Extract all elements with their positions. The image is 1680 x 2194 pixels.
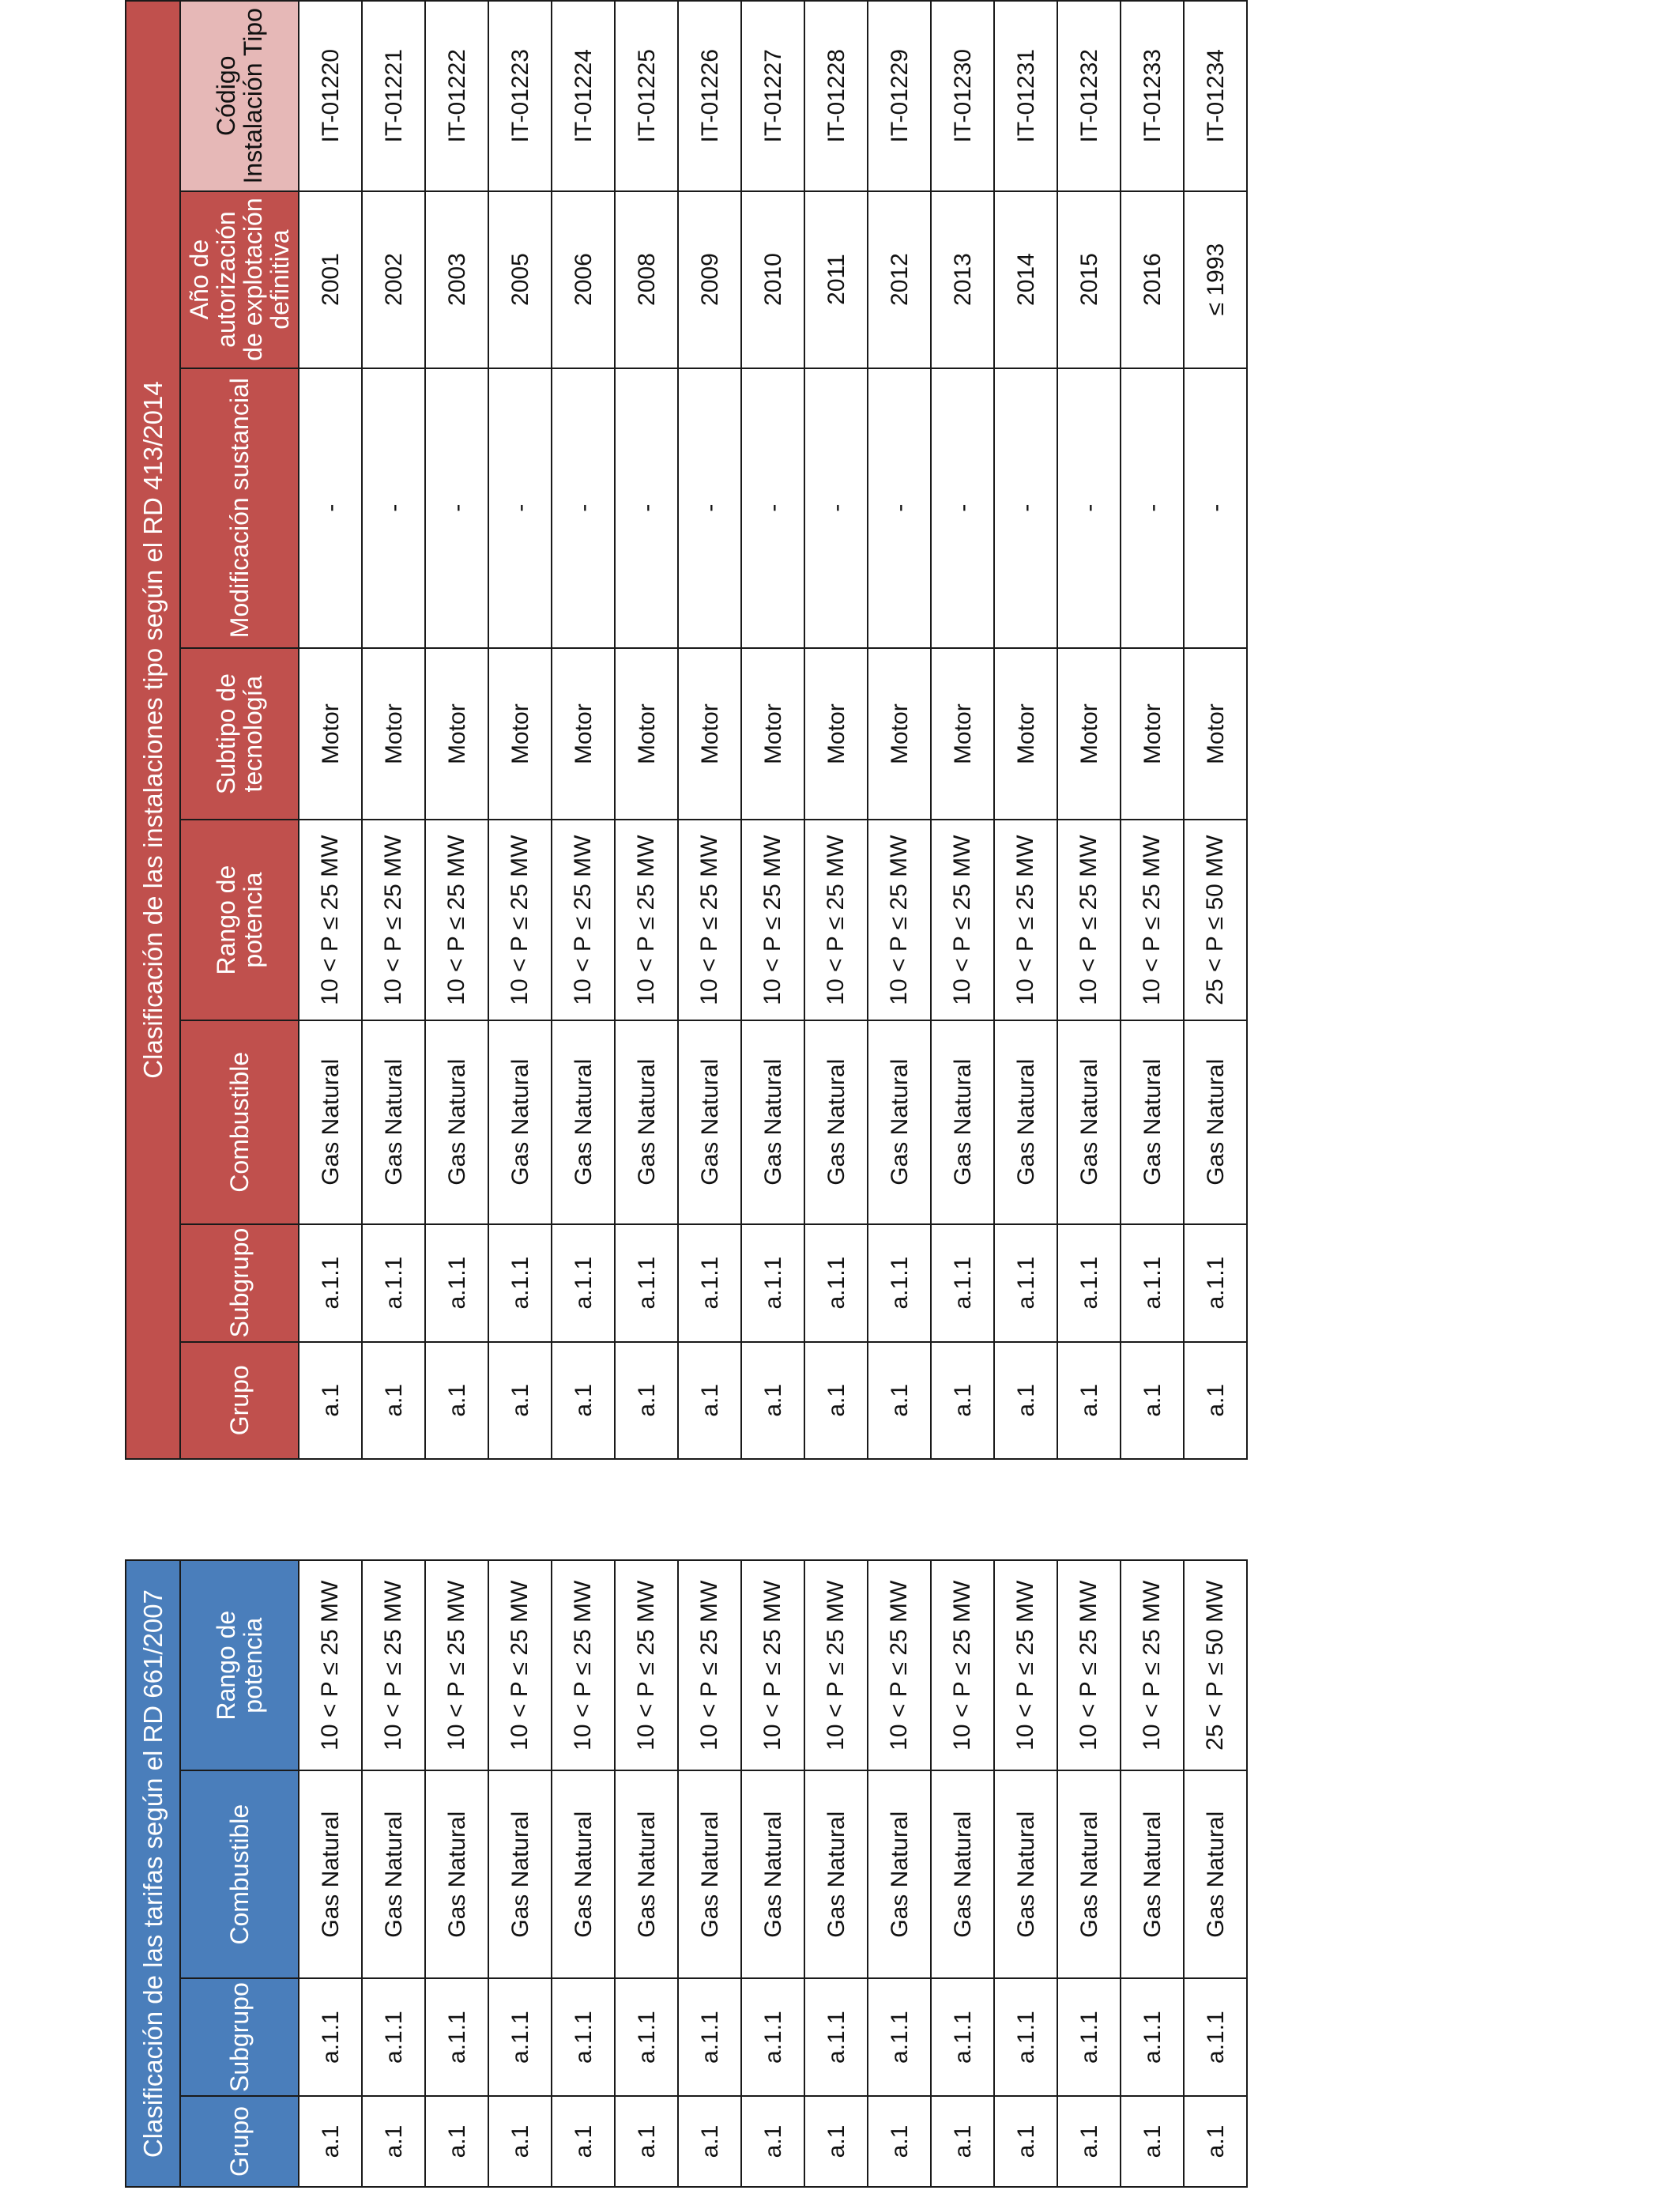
cell-combustible: Gas Natural [994, 1020, 1057, 1224]
cell-grupo: a.1 [615, 2096, 678, 2187]
cell-rango-potencia: 10 < P ≤ 25 MW [615, 1560, 678, 1770]
cell-subgrupo: a.1.1 [1184, 1224, 1247, 1342]
cell-codigo-instalacion: IT-01227 [741, 1, 804, 191]
cell-combustible: Gas Natural [425, 1020, 488, 1224]
cell-ano-autorizacion: 2006 [552, 191, 615, 368]
cell-combustible: Gas Natural [362, 1020, 425, 1224]
cell-subgrupo: a.1.1 [362, 1224, 425, 1342]
cell-modificacion-sustancial: - [868, 368, 931, 648]
cell-grupo: a.1 [678, 2096, 741, 2187]
cell-rango-potencia: 10 < P ≤ 25 MW [804, 1560, 868, 1770]
cell-modificacion-sustancial: - [362, 368, 425, 648]
cell-subtipo-tecnologia: Motor [425, 648, 488, 820]
cell-grupo: a.1 [425, 1342, 488, 1459]
header-grupo: Grupo [180, 1342, 299, 1459]
cell-ano-autorizacion: 2016 [1121, 191, 1184, 368]
cell-subgrupo: a.1.1 [741, 1978, 804, 2096]
cell-grupo: a.1 [741, 1342, 804, 1459]
cell-subgrupo: a.1.1 [678, 1978, 741, 2096]
cell-codigo-instalacion: IT-01221 [362, 1, 425, 191]
cell-codigo-instalacion: IT-01226 [678, 1, 741, 191]
cell-ano-autorizacion: 2013 [931, 191, 994, 368]
table-row [1184, 1, 1247, 1459]
cell-subtipo-tecnologia: Motor [615, 648, 678, 820]
cell-subtipo-tecnologia: Motor [994, 648, 1057, 820]
cell-grupo: a.1 [1057, 2096, 1121, 2187]
cell-subgrupo: a.1.1 [931, 1224, 994, 1342]
header-grupo: Grupo [180, 2096, 299, 2187]
cell-subgrupo: a.1.1 [488, 1224, 552, 1342]
cell-combustible: Gas Natural [552, 1020, 615, 1224]
cell-rango-potencia: 10 < P ≤ 25 MW [1057, 1560, 1121, 1770]
cell-combustible: Gas Natural [931, 1020, 994, 1224]
table-row [868, 1560, 931, 2187]
cell-codigo-instalacion: IT-01225 [615, 1, 678, 191]
cell-codigo-instalacion: IT-01231 [994, 1, 1057, 191]
cell-rango-potencia: 10 < P ≤ 25 MW [868, 1560, 931, 1770]
cell-modificacion-sustancial: - [1184, 368, 1247, 648]
header-rango-potencia: Rango de potencia [180, 1560, 299, 1770]
cell-rango-potencia: 10 < P ≤ 25 MW [741, 1560, 804, 1770]
table-row [741, 1, 804, 1459]
cell-rango-potencia: 10 < P ≤ 25 MW [1121, 820, 1184, 1020]
cell-modificacion-sustancial: - [488, 368, 552, 648]
cell-combustible: Gas Natural [488, 1020, 552, 1224]
table-row [994, 1, 1057, 1459]
cell-grupo: a.1 [994, 1342, 1057, 1459]
section-title-rd-413: Clasificación de las instalaciones tipo según el RD 413/2014 [126, 1, 180, 1459]
cell-modificacion-sustancial: - [994, 368, 1057, 648]
table-row [362, 1, 425, 1459]
cell-rango-potencia: 25 < P ≤ 50 MW [1184, 820, 1247, 1020]
cell-combustible: Gas Natural [1184, 1020, 1247, 1224]
cell-ano-autorizacion: 2001 [299, 191, 362, 368]
cell-subtipo-tecnologia: Motor [931, 648, 994, 820]
cell-ano-autorizacion: 2010 [741, 191, 804, 368]
table-row [1121, 1, 1184, 1459]
cell-grupo: a.1 [931, 2096, 994, 2187]
cell-rango-potencia: 10 < P ≤ 25 MW [362, 820, 425, 1020]
cell-rango-potencia: 10 < P ≤ 25 MW [299, 1560, 362, 1770]
cell-grupo: a.1 [1057, 1342, 1121, 1459]
cell-rango-potencia: 10 < P ≤ 25 MW [488, 820, 552, 1020]
cell-grupo: a.1 [425, 2096, 488, 2187]
cell-grupo: a.1 [299, 1342, 362, 1459]
cell-codigo-instalacion: IT-01220 [299, 1, 362, 191]
cell-combustible: Gas Natural [615, 1020, 678, 1224]
cell-subgrupo: a.1.1 [994, 1224, 1057, 1342]
cell-combustible: Gas Natural [1057, 1770, 1121, 1978]
cell-grupo: a.1 [931, 1342, 994, 1459]
header-combustible: Combustible [180, 1020, 299, 1224]
cell-subtipo-tecnologia: Motor [1121, 648, 1184, 820]
cell-rango-potencia: 10 < P ≤ 25 MW [488, 1560, 552, 1770]
table-row [552, 1, 615, 1459]
cell-subgrupo: a.1.1 [1121, 1978, 1184, 2096]
table-row [425, 1, 488, 1459]
cell-combustible: Gas Natural [741, 1020, 804, 1224]
cell-combustible: Gas Natural [552, 1770, 615, 1978]
header-rango-potencia: Rango de potencia [180, 820, 299, 1020]
cell-ano-autorizacion: 2012 [868, 191, 931, 368]
table-row [552, 1560, 615, 2187]
cell-combustible: Gas Natural [1184, 1770, 1247, 1978]
cell-grupo: a.1 [1121, 2096, 1184, 2187]
cell-subgrupo: a.1.1 [1121, 1224, 1184, 1342]
cell-subgrupo: a.1.1 [804, 1224, 868, 1342]
cell-subtipo-tecnologia: Motor [488, 648, 552, 820]
cell-rango-potencia: 10 < P ≤ 25 MW [362, 1560, 425, 1770]
cell-ano-autorizacion: 2015 [1057, 191, 1121, 368]
table-row [741, 1560, 804, 2187]
cell-modificacion-sustancial: - [741, 368, 804, 648]
cell-grupo: a.1 [1184, 2096, 1247, 2187]
header-codigo-instalacion-tipo: Código Instalación Tipo [180, 1, 299, 191]
cell-subtipo-tecnologia: Motor [804, 648, 868, 820]
cell-modificacion-sustancial: - [552, 368, 615, 648]
cell-rango-potencia: 10 < P ≤ 25 MW [931, 1560, 994, 1770]
cell-grupo: a.1 [741, 2096, 804, 2187]
cell-combustible: Gas Natural [868, 1770, 931, 1978]
table-row [804, 1, 868, 1459]
table-row [299, 1560, 362, 2187]
table-row [678, 1, 741, 1459]
cell-subtipo-tecnologia: Motor [1057, 648, 1121, 820]
table-row [1057, 1560, 1121, 2187]
table-row [299, 1, 362, 1459]
table-row [678, 1560, 741, 2187]
cell-subgrupo: a.1.1 [488, 1978, 552, 2096]
cell-rango-potencia: 10 < P ≤ 25 MW [552, 1560, 615, 1770]
cell-codigo-instalacion: IT-01232 [1057, 1, 1121, 191]
cell-codigo-instalacion: IT-01224 [552, 1, 615, 191]
cell-ano-autorizacion: 2005 [488, 191, 552, 368]
cell-rango-potencia: 10 < P ≤ 25 MW [615, 820, 678, 1020]
cell-modificacion-sustancial: - [425, 368, 488, 648]
cell-subgrupo: a.1.1 [741, 1224, 804, 1342]
cell-combustible: Gas Natural [299, 1020, 362, 1224]
cell-subtipo-tecnologia: Motor [299, 648, 362, 820]
cell-subgrupo: a.1.1 [678, 1224, 741, 1342]
cell-rango-potencia: 10 < P ≤ 25 MW [425, 1560, 488, 1770]
cell-combustible: Gas Natural [615, 1770, 678, 1978]
table-row [1184, 1560, 1247, 2187]
cell-rango-potencia: 10 < P ≤ 25 MW [741, 820, 804, 1020]
cell-ano-autorizacion: 2014 [994, 191, 1057, 368]
cell-grupo: a.1 [804, 2096, 868, 2187]
cell-codigo-instalacion: IT-01222 [425, 1, 488, 191]
cell-combustible: Gas Natural [741, 1770, 804, 1978]
header-subtipo-tecnologia: Subtipo de tecnología [180, 648, 299, 820]
header-subgrupo: Subgrupo [180, 1224, 299, 1342]
cell-grupo: a.1 [1121, 1342, 1184, 1459]
cell-combustible: Gas Natural [299, 1770, 362, 1978]
cell-rango-potencia: 10 < P ≤ 25 MW [552, 820, 615, 1020]
cell-subtipo-tecnologia: Motor [552, 648, 615, 820]
cell-subgrupo: a.1.1 [299, 1224, 362, 1342]
cell-grupo: a.1 [552, 1342, 615, 1459]
cell-ano-autorizacion: 2002 [362, 191, 425, 368]
table-row [488, 1, 552, 1459]
cell-grupo: a.1 [1184, 1342, 1247, 1459]
table-rd-661-2007 [125, 1559, 1248, 2188]
cell-subgrupo: a.1.1 [868, 1224, 931, 1342]
cell-subtipo-tecnologia: Motor [868, 648, 931, 820]
cell-codigo-instalacion: IT-01228 [804, 1, 868, 191]
cell-subgrupo: a.1.1 [299, 1978, 362, 2096]
cell-grupo: a.1 [678, 1342, 741, 1459]
cell-rango-potencia: 10 < P ≤ 25 MW [994, 820, 1057, 1020]
cell-rango-potencia: 10 < P ≤ 25 MW [1057, 820, 1121, 1020]
cell-combustible: Gas Natural [678, 1770, 741, 1978]
cell-grupo: a.1 [299, 2096, 362, 2187]
cell-modificacion-sustancial: - [931, 368, 994, 648]
cell-ano-autorizacion: 2003 [425, 191, 488, 368]
cell-grupo: a.1 [488, 2096, 552, 2187]
table-row [868, 1, 931, 1459]
cell-subgrupo: a.1.1 [994, 1978, 1057, 2096]
cell-combustible: Gas Natural [931, 1770, 994, 1978]
table-row [362, 1560, 425, 2187]
cell-combustible: Gas Natural [362, 1770, 425, 1978]
cell-codigo-instalacion: IT-01229 [868, 1, 931, 191]
cell-grupo: a.1 [362, 2096, 425, 2187]
cell-ano-autorizacion: 2008 [615, 191, 678, 368]
table-row [931, 1, 994, 1459]
cell-grupo: a.1 [362, 1342, 425, 1459]
cell-combustible: Gas Natural [868, 1020, 931, 1224]
cell-codigo-instalacion: IT-01230 [931, 1, 994, 191]
cell-rango-potencia: 10 < P ≤ 25 MW [1121, 1560, 1184, 1770]
cell-modificacion-sustancial: - [615, 368, 678, 648]
cell-combustible: Gas Natural [1057, 1020, 1121, 1224]
cell-combustible: Gas Natural [488, 1770, 552, 1978]
cell-ano-autorizacion: 2011 [804, 191, 868, 368]
cell-subgrupo: a.1.1 [615, 1978, 678, 2096]
cell-subgrupo: a.1.1 [362, 1978, 425, 2096]
cell-modificacion-sustancial: - [1121, 368, 1184, 648]
section-title-rd-661: Clasificación de las tarifas según el RD 661/2007 [126, 1560, 180, 2187]
cell-codigo-instalacion: IT-01234 [1184, 1, 1247, 191]
cell-combustible: Gas Natural [1121, 1770, 1184, 1978]
header-subgrupo: Subgrupo [180, 1978, 299, 2096]
cell-subgrupo: a.1.1 [615, 1224, 678, 1342]
cell-rango-potencia: 25 < P ≤ 50 MW [1184, 1560, 1247, 1770]
cell-combustible: Gas Natural [994, 1770, 1057, 1978]
header-modificacion-sustancial: Modificación sustancial [180, 368, 299, 648]
cell-ano-autorizacion: ≤ 1993 [1184, 191, 1247, 368]
cell-subtipo-tecnologia: Motor [1184, 648, 1247, 820]
cell-grupo: a.1 [615, 1342, 678, 1459]
cell-grupo: a.1 [868, 2096, 931, 2187]
table-row [931, 1560, 994, 2187]
cell-grupo: a.1 [552, 2096, 615, 2187]
cell-rango-potencia: 10 < P ≤ 25 MW [931, 820, 994, 1020]
cell-rango-potencia: 10 < P ≤ 25 MW [678, 1560, 741, 1770]
table-row [615, 1, 678, 1459]
cell-grupo: a.1 [488, 1342, 552, 1459]
cell-subgrupo: a.1.1 [1057, 1224, 1121, 1342]
cell-subtipo-tecnologia: Motor [678, 648, 741, 820]
cell-modificacion-sustancial: - [299, 368, 362, 648]
cell-subgrupo: a.1.1 [425, 1978, 488, 2096]
cell-rango-potencia: 10 < P ≤ 25 MW [425, 820, 488, 1020]
cell-modificacion-sustancial: - [1057, 368, 1121, 648]
cell-subgrupo: a.1.1 [1057, 1978, 1121, 2096]
cell-modificacion-sustancial: - [804, 368, 868, 648]
cell-subgrupo: a.1.1 [1184, 1978, 1247, 2096]
cell-combustible: Gas Natural [804, 1770, 868, 1978]
table-row [615, 1560, 678, 2187]
cell-grupo: a.1 [868, 1342, 931, 1459]
cell-subgrupo: a.1.1 [552, 1224, 615, 1342]
cell-subtipo-tecnologia: Motor [362, 648, 425, 820]
cell-rango-potencia: 10 < P ≤ 25 MW [868, 820, 931, 1020]
cell-subgrupo: a.1.1 [868, 1978, 931, 2096]
cell-combustible: Gas Natural [678, 1020, 741, 1224]
cell-combustible: Gas Natural [804, 1020, 868, 1224]
cell-grupo: a.1 [994, 2096, 1057, 2187]
cell-rango-potencia: 10 < P ≤ 25 MW [299, 820, 362, 1020]
table-row [804, 1560, 868, 2187]
cell-grupo: a.1 [804, 1342, 868, 1459]
table-row [1057, 1, 1121, 1459]
cell-codigo-instalacion: IT-01223 [488, 1, 552, 191]
cell-subgrupo: a.1.1 [804, 1978, 868, 2096]
table-row [425, 1560, 488, 2187]
cell-rango-potencia: 10 < P ≤ 25 MW [678, 820, 741, 1020]
cell-combustible: Gas Natural [1121, 1020, 1184, 1224]
header-combustible: Combustible [180, 1770, 299, 1978]
cell-rango-potencia: 10 < P ≤ 25 MW [994, 1560, 1057, 1770]
cell-subgrupo: a.1.1 [425, 1224, 488, 1342]
cell-subgrupo: a.1.1 [931, 1978, 994, 2096]
cell-modificacion-sustancial: - [678, 368, 741, 648]
table-row [994, 1560, 1057, 2187]
cell-subgrupo: a.1.1 [552, 1978, 615, 2096]
cell-subtipo-tecnologia: Motor [741, 648, 804, 820]
cell-codigo-instalacion: IT-01233 [1121, 1, 1184, 191]
table-row [488, 1560, 552, 2187]
table-row [1121, 1560, 1184, 2187]
cell-ano-autorizacion: 2009 [678, 191, 741, 368]
table-rd-413-2014 [125, 0, 1248, 1460]
header-ano-autorizacion: Año de autorización de explotación definitiva [180, 191, 299, 368]
cell-rango-potencia: 10 < P ≤ 25 MW [804, 820, 868, 1020]
cell-combustible: Gas Natural [425, 1770, 488, 1978]
